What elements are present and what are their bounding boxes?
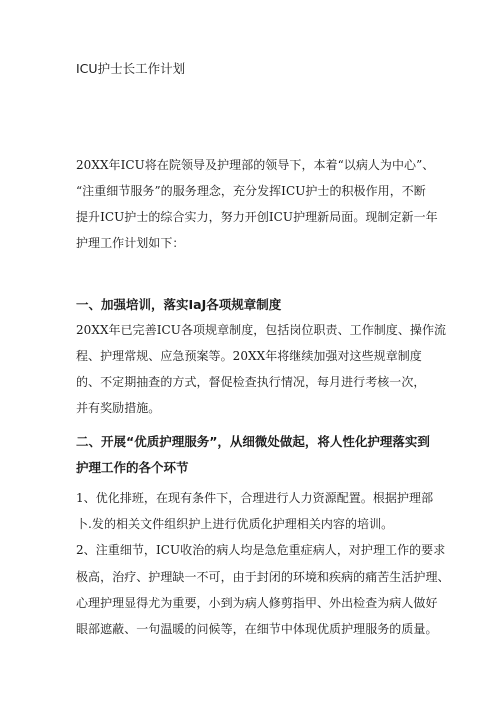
section-1-line: 20XX年已完善ICU各项规章制度，包括岗位职责、工作制度、操作流 [76, 323, 447, 337]
document-title: ICU护士长工作计划 [76, 61, 186, 76]
intro-line: 护理工作计划如下： [76, 236, 185, 250]
section-2-line: 眼部遮蔽、一句温暖的问候等，在细节中体现优质护理服务的质量。 [76, 622, 438, 636]
intro-line: 提升ICU护士的综合实力，努力开创ICU护理新局面。现制定新一年 [76, 210, 438, 224]
section-2-line: 心理护理显得尤为重要，小到为病人修剪指甲、外出检查为病人做好 [76, 596, 438, 610]
section-2-line: 2、注重细节，ICU收治的病人均是急危重症病人，对护理工作的要求 [76, 543, 446, 557]
section-1-line: 并有奖励措施。 [76, 401, 161, 415]
section-heading-2-cont: 护理工作的各个环节 [76, 460, 189, 475]
section-1-line: 的、不定期抽查的方式，督促检查执行情况，每月进行考核一次， [76, 375, 426, 389]
intro-line: “注重细节服务”的服务理念，充分发挥ICU护士的积极作用，不断 [76, 184, 426, 198]
section-2-line: 极高，治疗、护理缺一不可，由于封闭的环境和疾病的痛苦生活护理、 [76, 570, 450, 584]
section-2-line: 卜.发的相关文件组织护上进行优质化护理相关内容的培训。 [76, 517, 394, 531]
section-heading-2: 二、开展“优质护理服务”，从细微处做起，将人性化护理落实到 [76, 434, 430, 449]
section-heading-1: 一、加强培训，落实IaJ各项规章制度 [76, 297, 282, 312]
section-1-line: 程、护理常规、应急预案等。20XX年将继续加强对这些规章制度 [76, 349, 422, 363]
section-2-line: 1、优化排班，在现有条件下，合理进行人力资源配置。根据护理部 [76, 491, 434, 505]
intro-line: 20XX年ICU将在院领导及护理部的领导下，本着“以病人为中心”、 [76, 158, 435, 172]
